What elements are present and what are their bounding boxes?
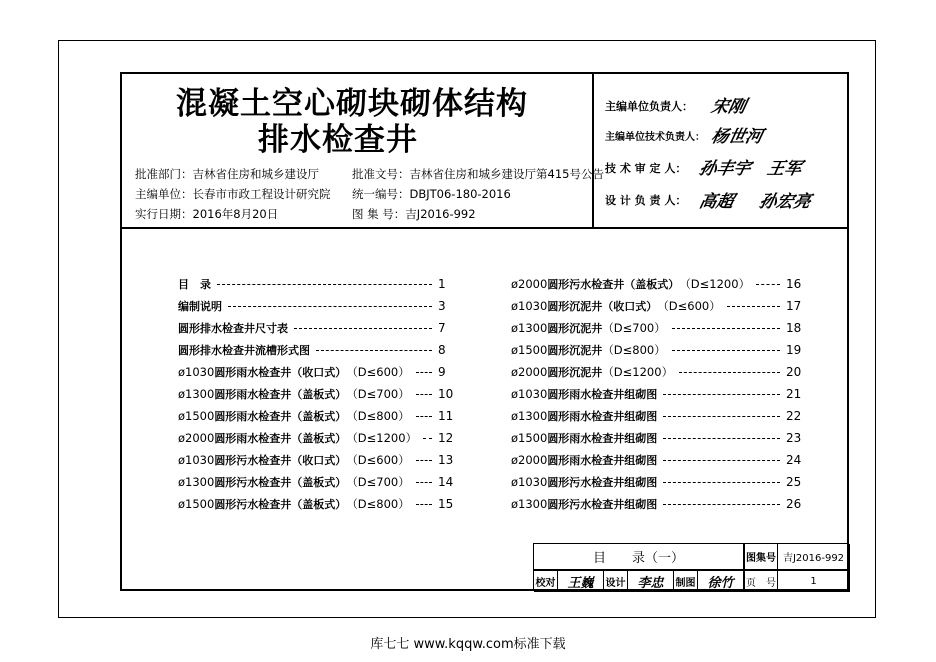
toc-entry-range: （D≤1200） [679, 277, 751, 291]
approval-dept: 批准部门：吉林省住房和城乡建设厅 [135, 167, 319, 181]
toc-entry[interactable] [511, 320, 816, 336]
atlas-label: 图集号 [744, 544, 778, 570]
toc-entry-diameter: ø1500 [178, 497, 215, 511]
toc-entry-title: 圆形雨水检查井组砌图 [547, 388, 658, 401]
header-divider [592, 72, 594, 229]
signature: 杨世河 [709, 127, 765, 147]
toc-page-number: 19 [786, 343, 802, 357]
toc-page-number: 18 [786, 321, 802, 335]
toc-leader [228, 306, 432, 307]
footer-watermark-text: 库七七 www.kqqw.com标准下载 [370, 637, 566, 652]
role-label: 主编单位负责人： [605, 100, 693, 113]
toc-entry[interactable] [178, 474, 468, 490]
toc-entry-title: 圆形沉泥井（收口式） [547, 300, 658, 313]
toc-entry-diameter: ø1030 [511, 299, 548, 313]
toc-entry-title: 圆形雨水检查井组砌图 [547, 410, 658, 423]
document-title-line2: 排水检查井 [258, 122, 418, 158]
toc-page-number: 25 [786, 475, 802, 489]
toc-entry-diameter: ø1500 [511, 431, 548, 445]
toc-page-number: 20 [786, 365, 802, 379]
check-signature: 王巍 [558, 570, 604, 592]
toc-entry-diameter: ø1030 [178, 453, 215, 467]
toc-entry-title: 圆形雨水检查井（盖板式） [214, 410, 347, 423]
toc-entry-title: 圆形污水检查井（盖板式） [214, 498, 347, 511]
toc-leader [416, 416, 432, 417]
toc-page-number: 26 [786, 497, 802, 511]
toc-entry-title: 圆形沉泥井 [547, 344, 603, 357]
toc-entry-range: （D≤800） [346, 497, 410, 511]
toc-entry-diameter: ø1030 [511, 475, 548, 489]
toc-page-number: 16 [786, 277, 802, 291]
atlas-value: 吉J2016-992 [778, 544, 850, 570]
toc-entry-title: 圆形污水检查井（盖板式） [547, 278, 680, 291]
toc-entry-range: （D≤600） [657, 299, 721, 313]
chief-unit: 主编单位：长春市市政工程设计研究院 [135, 187, 331, 201]
toc-entry-diameter: ø1030 [178, 365, 215, 379]
toc-entry-range: （D≤800） [602, 343, 666, 357]
signature: 王军 [765, 159, 804, 179]
design-label: 设计 [604, 570, 628, 592]
role-label: 技 术 审 定 人： [605, 162, 687, 175]
implementation-date: 实行日期：2016年8月20日 [135, 207, 279, 221]
toc-leader [756, 284, 780, 285]
toc-leader [663, 416, 780, 417]
toc-leader [316, 350, 432, 351]
toc-entry-range: （D≤700） [346, 475, 410, 489]
toc-page-number: 1 [438, 277, 446, 291]
toc-leader [416, 372, 432, 373]
toc-entry-title: 编制说明 [178, 300, 222, 313]
toc-entry[interactable] [511, 276, 816, 292]
toc-entry[interactable] [511, 496, 816, 512]
toc-page-number: 12 [438, 431, 454, 445]
toc-entry-diameter: ø1300 [178, 475, 215, 489]
toc-entry[interactable] [178, 342, 468, 358]
toc-entry[interactable] [178, 408, 468, 424]
toc-leader [663, 394, 780, 395]
design-signature: 李忠 [628, 570, 674, 592]
toc-leader [663, 438, 780, 439]
toc-page-number: 14 [438, 475, 454, 489]
toc-page-number: 21 [786, 387, 802, 401]
sheet-title: 目 录（一） [534, 544, 744, 570]
toc-entry[interactable] [511, 430, 816, 446]
toc-leader [416, 394, 432, 395]
toc-leader [423, 438, 432, 439]
toc-leader [217, 284, 432, 285]
toc-page-number: 8 [438, 343, 446, 357]
toc-entry-diameter: ø1500 [511, 343, 548, 357]
page-value: 1 [778, 570, 850, 592]
toc-entry-range: （D≤1200） [602, 365, 674, 379]
toc-entry[interactable] [178, 430, 468, 446]
draw-signature: 徐竹 [698, 570, 744, 592]
check-label: 校对 [534, 570, 558, 592]
toc-entry-title: 圆形雨水检查井（盖板式） [214, 388, 347, 401]
toc-entry-diameter: ø1500 [178, 409, 215, 423]
role-label: 设 计 负 责 人： [605, 194, 687, 207]
toc-entry-range: （D≤800） [346, 409, 410, 423]
toc-entry-diameter: ø2000 [178, 431, 215, 445]
toc-entry[interactable] [178, 452, 468, 468]
toc-page-number: 22 [786, 409, 802, 423]
toc-entry[interactable] [178, 320, 468, 336]
toc-entry-title: 圆形雨水检查井（盖板式） [214, 432, 347, 445]
toc-entry[interactable] [178, 364, 468, 380]
toc-entry-diameter: ø2000 [511, 453, 548, 467]
toc-entry-title: 圆形雨水检查井组砌图 [547, 454, 658, 467]
role-label: 主编单位技术负责人： [605, 132, 705, 143]
toc-entry[interactable] [511, 342, 816, 358]
toc-entry-range: （D≤600） [346, 453, 410, 467]
toc-leader [672, 328, 780, 329]
toc-leader [663, 460, 780, 461]
toc-page-number: 13 [438, 453, 454, 467]
toc-entry[interactable] [178, 276, 468, 292]
page-label: 页 号 [744, 570, 778, 592]
signature: 高超 [697, 192, 736, 212]
toc-entry-title: 圆形污水检查井（盖板式） [214, 476, 347, 489]
toc-entry-title: 圆形污水检查井组砌图 [547, 498, 658, 511]
toc-entry-range: （D≤600） [346, 365, 410, 379]
toc-page-number: 17 [786, 299, 802, 313]
toc-leader [679, 372, 780, 373]
signature: 孙丰宇 [697, 159, 753, 179]
toc-leader [416, 504, 432, 505]
toc-page-number: 10 [438, 387, 454, 401]
toc-entry[interactable] [511, 298, 816, 314]
toc-leader [416, 482, 432, 483]
toc-entry-diameter: ø1300 [178, 387, 215, 401]
toc-entry[interactable] [511, 386, 816, 402]
toc-entry-title: 目 录 [178, 278, 211, 291]
toc-entry-title: 圆形排水检查井尺寸表 [178, 322, 288, 335]
toc-page-number: 11 [438, 409, 454, 423]
title-block [533, 543, 849, 591]
toc-page-number: 9 [438, 365, 446, 379]
toc-entry-diameter: ø2000 [511, 365, 548, 379]
unified-number: 统一编号：DBJT06-180-2016 [352, 187, 511, 201]
toc-entry-title: 圆形雨水检查井（收口式） [214, 366, 347, 379]
toc-entry-diameter: ø2000 [511, 277, 548, 291]
toc-entry-title: 圆形沉泥井 [547, 366, 603, 379]
toc-page-number: 23 [786, 431, 802, 445]
draw-label: 制图 [674, 570, 698, 592]
toc-entry-title: 圆形污水检查井组砌图 [547, 476, 658, 489]
toc-entry-title: 圆形雨水检查井组砌图 [547, 432, 658, 445]
toc-entry-diameter: ø1300 [511, 321, 548, 335]
toc-leader [663, 482, 780, 483]
toc-entry[interactable] [178, 496, 468, 512]
signature: 宋刚 [709, 97, 748, 117]
toc-entry[interactable] [511, 452, 816, 468]
toc-entry-range: （D≤700） [346, 387, 410, 401]
toc-leader [672, 350, 780, 351]
toc-leader [663, 504, 780, 505]
toc-entry-range: （D≤700） [602, 321, 666, 335]
toc-entry[interactable] [511, 364, 816, 380]
toc-leader [416, 460, 432, 461]
toc-entry-title: 圆形沉泥井 [547, 322, 603, 335]
toc-entry-diameter: ø1300 [511, 497, 548, 511]
toc-entry[interactable] [511, 408, 816, 424]
approval-doc: 批准文号：吉林省住房和城乡建设厅第415号公告 [352, 167, 604, 181]
toc-page-number: 15 [438, 497, 454, 511]
toc-entry-range: （D≤1200） [346, 431, 418, 445]
toc-entry[interactable] [511, 474, 816, 490]
toc-entry-title: 圆形污水检查井（收口式） [214, 454, 347, 467]
toc-entry[interactable] [178, 298, 468, 314]
toc-leader [727, 306, 780, 307]
toc-entry[interactable] [178, 386, 468, 402]
toc-entry-diameter: ø1030 [511, 387, 548, 401]
atlas-number: 图 集 号：吉J2016-992 [352, 207, 476, 221]
toc-entry-diameter: ø1300 [511, 409, 548, 423]
toc-leader [294, 328, 432, 329]
toc-page-number: 24 [786, 453, 802, 467]
toc-page-number: 3 [438, 299, 446, 313]
signature: 孙宏亮 [757, 192, 813, 212]
toc-entry-title: 圆形排水检查井流槽形式图 [178, 344, 310, 357]
toc-page-number: 7 [438, 321, 446, 335]
document-title-line1: 混凝土空心砌块砌体结构 [176, 86, 528, 122]
